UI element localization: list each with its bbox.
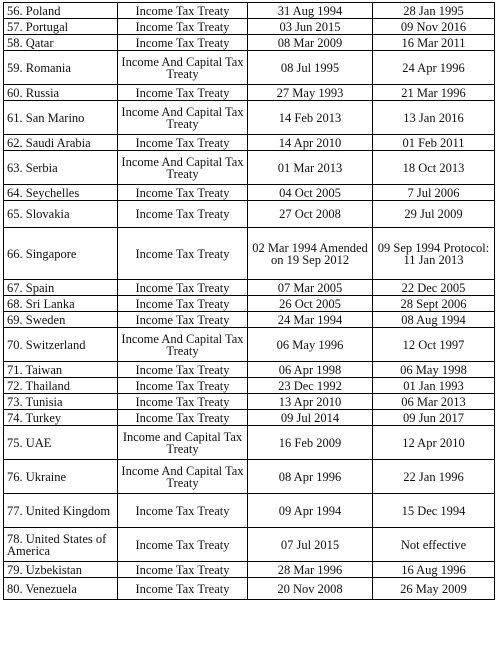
date-effective-cell: 7 Jul 2006 <box>373 185 495 201</box>
date-signed-cell: 07 Jul 2015 <box>248 528 373 562</box>
date-signed-cell: 28 Mar 1996 <box>248 562 373 578</box>
treaty-type-cell: Income Tax Treaty <box>118 135 248 151</box>
date-signed-cell: 03 Jun 2015 <box>248 19 373 35</box>
treaty-type-cell: Income Tax Treaty <box>118 296 248 312</box>
date-effective-cell: 16 Aug 1996 <box>373 562 495 578</box>
treaty-type-cell: Income Tax Treaty <box>118 280 248 296</box>
table-row <box>4 410 495 426</box>
country-cell: 60. Russia <box>4 85 118 101</box>
table-row <box>4 562 495 578</box>
date-effective-cell: 06 Mar 2013 <box>373 394 495 410</box>
country-cell: 59. Romania <box>4 51 118 85</box>
treaty-type-cell: Income And Capital Tax Treaty <box>118 101 248 135</box>
date-signed-cell: 08 Jul 1995 <box>248 51 373 85</box>
country-cell: 73. Tunisia <box>4 394 118 410</box>
treaty-type-cell: Income Tax Treaty <box>118 85 248 101</box>
table-row <box>4 312 495 328</box>
table-row <box>4 280 495 296</box>
date-signed-cell: 09 Apr 1994 <box>248 494 373 528</box>
date-effective-cell: 12 Oct 1997 <box>373 328 495 362</box>
date-effective-cell: 15 Dec 1994 <box>373 494 495 528</box>
date-effective-cell: 06 May 1998 <box>373 362 495 378</box>
date-signed-cell: 01 Mar 2013 <box>248 151 373 185</box>
table-row <box>4 51 495 85</box>
table-row <box>4 578 495 600</box>
country-cell: 76. Ukraine <box>4 460 118 494</box>
treaty-type-cell: Income Tax Treaty <box>118 312 248 328</box>
date-signed-cell: 04 Oct 2005 <box>248 185 373 201</box>
tax-treaty-table <box>3 2 495 600</box>
treaty-type-cell: Income And Capital Tax Treaty <box>118 328 248 362</box>
date-signed-cell: 23 Dec 1992 <box>248 378 373 394</box>
date-signed-cell: 06 Apr 1998 <box>248 362 373 378</box>
country-cell: 64. Seychelles <box>4 185 118 201</box>
table-row <box>4 151 495 185</box>
date-signed-cell: 07 Mar 2005 <box>248 280 373 296</box>
date-signed-cell: 14 Feb 2013 <box>248 101 373 135</box>
table-row <box>4 328 495 362</box>
treaty-type-cell: Income Tax Treaty <box>118 494 248 528</box>
country-cell: 79. Uzbekistan <box>4 562 118 578</box>
country-cell: 63. Serbia <box>4 151 118 185</box>
table-row <box>4 426 495 460</box>
date-effective-cell: 28 Sept 2006 <box>373 296 495 312</box>
date-signed-cell: 06 May 1996 <box>248 328 373 362</box>
country-cell: 70. Switzerland <box>4 328 118 362</box>
country-cell: 78. United States of America <box>4 528 118 562</box>
treaty-type-cell: Income Tax Treaty <box>118 528 248 562</box>
date-effective-cell: 18 Oct 2013 <box>373 151 495 185</box>
treaty-type-cell: Income Tax Treaty <box>118 35 248 51</box>
date-effective-cell: 21 Mar 1996 <box>373 85 495 101</box>
treaty-type-cell: Income and Capital Tax Treaty <box>118 426 248 460</box>
table-row <box>4 494 495 528</box>
table-row <box>4 378 495 394</box>
date-signed-cell: 26 Oct 2005 <box>248 296 373 312</box>
table-row <box>4 394 495 410</box>
treaty-type-cell: Income Tax Treaty <box>118 228 248 280</box>
date-signed-cell: 08 Apr 1996 <box>248 460 373 494</box>
country-cell: 74. Turkey <box>4 410 118 426</box>
treaty-table-container <box>3 2 495 600</box>
country-cell: 57. Portugal <box>4 19 118 35</box>
date-effective-cell: 09 Jun 2017 <box>373 410 495 426</box>
country-cell: 71. Taiwan <box>4 362 118 378</box>
date-effective-cell: 09 Sep 1994 Protocol: 11 Jan 2013 <box>373 228 495 280</box>
treaty-type-cell: Income And Capital Tax Treaty <box>118 151 248 185</box>
date-effective-cell: 22 Dec 2005 <box>373 280 495 296</box>
date-effective-cell: 01 Feb 2011 <box>373 135 495 151</box>
treaty-type-cell: Income Tax Treaty <box>118 394 248 410</box>
date-signed-cell: 20 Nov 2008 <box>248 578 373 600</box>
table-row <box>4 296 495 312</box>
country-cell: 68. Sri Lanka <box>4 296 118 312</box>
country-cell: 69. Sweden <box>4 312 118 328</box>
table-body <box>4 3 495 600</box>
date-effective-cell: 24 Apr 1996 <box>373 51 495 85</box>
treaty-type-cell: Income Tax Treaty <box>118 3 248 19</box>
date-effective-cell: 09 Nov 2016 <box>373 19 495 35</box>
date-signed-cell: 13 Apr 2010 <box>248 394 373 410</box>
treaty-type-cell: Income Tax Treaty <box>118 185 248 201</box>
date-signed-cell: 08 Mar 2009 <box>248 35 373 51</box>
table-row <box>4 101 495 135</box>
date-signed-cell: 31 Aug 1994 <box>248 3 373 19</box>
date-signed-cell: 27 May 1993 <box>248 85 373 101</box>
date-signed-cell: 16 Feb 2009 <box>248 426 373 460</box>
table-row <box>4 85 495 101</box>
country-cell: 77. United Kingdom <box>4 494 118 528</box>
date-effective-cell: Not effective <box>373 528 495 562</box>
country-cell: 56. Poland <box>4 3 118 19</box>
table-row <box>4 201 495 228</box>
country-cell: 72. Thailand <box>4 378 118 394</box>
table-row <box>4 135 495 151</box>
date-effective-cell: 22 Jan 1996 <box>373 460 495 494</box>
date-effective-cell: 16 Mar 2011 <box>373 35 495 51</box>
table-row <box>4 460 495 494</box>
country-cell: 65. Slovakia <box>4 201 118 228</box>
table-row <box>4 35 495 51</box>
treaty-type-cell: Income And Capital Tax Treaty <box>118 51 248 85</box>
table-row <box>4 3 495 19</box>
table-row <box>4 228 495 280</box>
country-cell: 75. UAE <box>4 426 118 460</box>
treaty-type-cell: Income Tax Treaty <box>118 19 248 35</box>
treaty-type-cell: Income Tax Treaty <box>118 410 248 426</box>
date-effective-cell: 08 Aug 1994 <box>373 312 495 328</box>
country-cell: 80. Venezuela <box>4 578 118 600</box>
date-signed-cell: 02 Mar 1994 Amended on 19 Sep 2012 <box>248 228 373 280</box>
date-effective-cell: 29 Jul 2009 <box>373 201 495 228</box>
country-cell: 58. Qatar <box>4 35 118 51</box>
country-cell: 61. San Marino <box>4 101 118 135</box>
date-effective-cell: 26 May 2009 <box>373 578 495 600</box>
treaty-type-cell: Income Tax Treaty <box>118 578 248 600</box>
date-effective-cell: 13 Jan 2016 <box>373 101 495 135</box>
table-row <box>4 528 495 562</box>
table-row <box>4 362 495 378</box>
date-effective-cell: 12 Apr 2010 <box>373 426 495 460</box>
table-row <box>4 185 495 201</box>
country-cell: 67. Spain <box>4 280 118 296</box>
country-cell: 66. Singapore <box>4 228 118 280</box>
country-cell: 62. Saudi Arabia <box>4 135 118 151</box>
date-effective-cell: 01 Jan 1993 <box>373 378 495 394</box>
treaty-type-cell: Income Tax Treaty <box>118 362 248 378</box>
table-row <box>4 19 495 35</box>
treaty-type-cell: Income Tax Treaty <box>118 378 248 394</box>
date-signed-cell: 09 Jul 2014 <box>248 410 373 426</box>
date-effective-cell: 28 Jan 1995 <box>373 3 495 19</box>
date-signed-cell: 14 Apr 2010 <box>248 135 373 151</box>
treaty-type-cell: Income Tax Treaty <box>118 201 248 228</box>
date-signed-cell: 27 Oct 2008 <box>248 201 373 228</box>
treaty-type-cell: Income Tax Treaty <box>118 562 248 578</box>
treaty-type-cell: Income And Capital Tax Treaty <box>118 460 248 494</box>
date-signed-cell: 24 Mar 1994 <box>248 312 373 328</box>
